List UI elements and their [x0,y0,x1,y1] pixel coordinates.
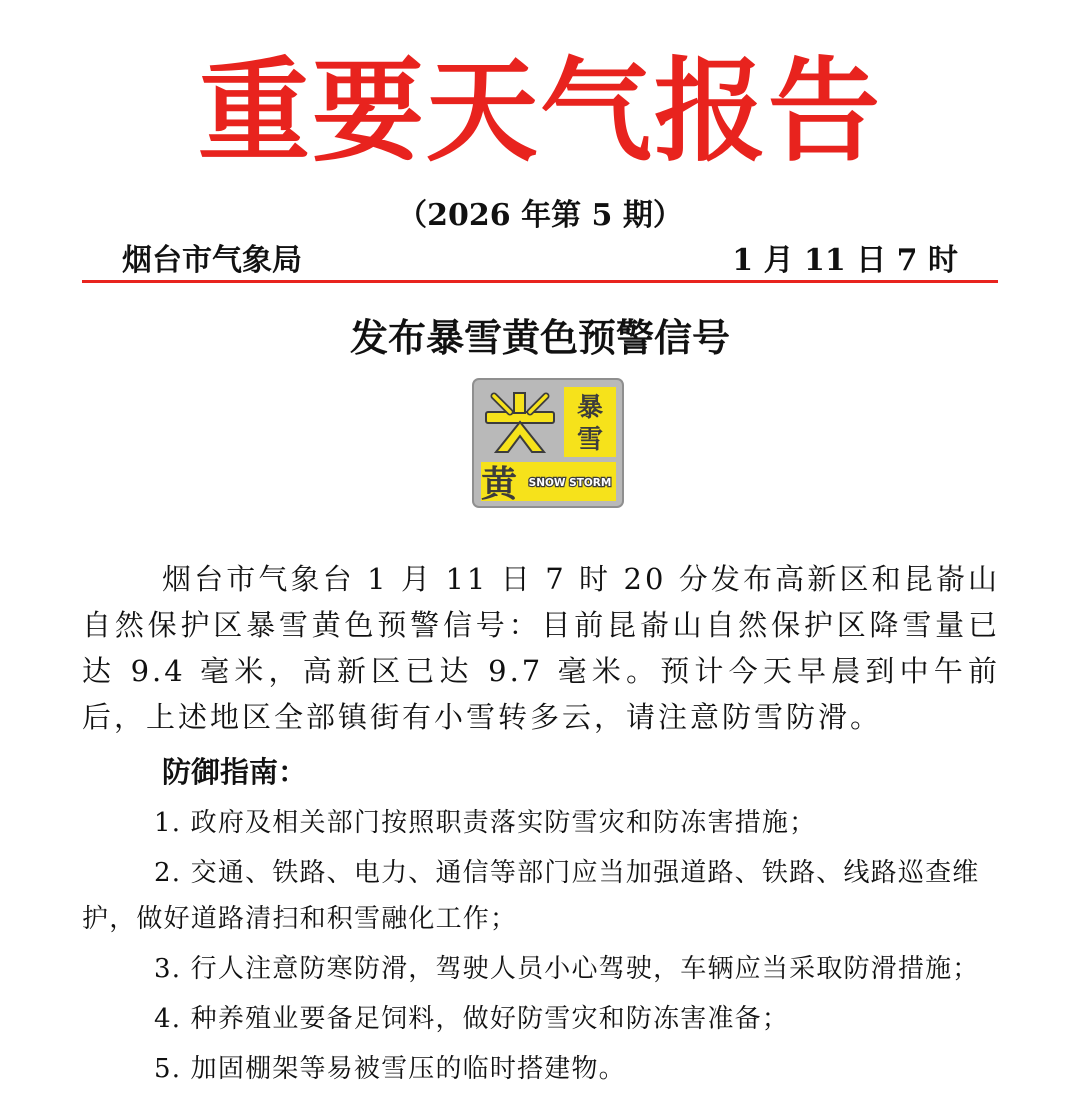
signal-char-1: 暴 [576,393,604,423]
guide-heading: 防御指南： [162,755,308,789]
signal-char-2: 雪 [576,425,604,455]
signal-english-label: SNOW STORM [528,477,612,489]
guide-list [82,800,1000,1096]
issue-number: （2026 年第 5 期） [397,198,683,233]
guide-item: 4. 种养殖业要备足饲料，做好防雪灾和防冻害准备； [154,1004,790,1034]
body-paragraph: 烟台市气象台 1 月 11 日 7 时 20 分发布高新区和昆嵛山自然保护区暴雪黄色预警信号：目前昆嵛山自然保护区降雪量已达 9.4 毫米，高新区已达 9.7 毫米。预计今天早晨到中午前后，上述地区全部镇街有小雪转多云，请注意防雪防滑。 [82,562,1000,734]
issuer-name: 烟台市气象局 [122,243,302,278]
masthead-title: 重要天气报告 [198,46,882,177]
signal-level-char: 黄 [480,464,518,505]
issue-date: 1 月 11 日 7 时 [732,243,958,278]
guide-item: 1. 政府及相关部门按照职责落实防雪灾和防冻害措施； [154,808,817,838]
warning-title: 发布暴雪黄色预警信号 [349,316,730,360]
guide-item: 2. 交通、铁路、电力、通信等部门应当加强道路、铁路、线路巡查维护，做好道路清扫和积雪融化工作； [82,858,980,934]
guide-item: 5. 加固棚架等易被雪压的临时搭建物。 [154,1054,626,1084]
guide-item: 3. 行人注意防寒防滑，驾驶人员小心驾驶，车辆应当采取防滑措施； [154,954,980,984]
snowstorm-yellow-signal [472,378,624,508]
warning-body [82,556,1000,740]
red-divider [82,280,998,283]
